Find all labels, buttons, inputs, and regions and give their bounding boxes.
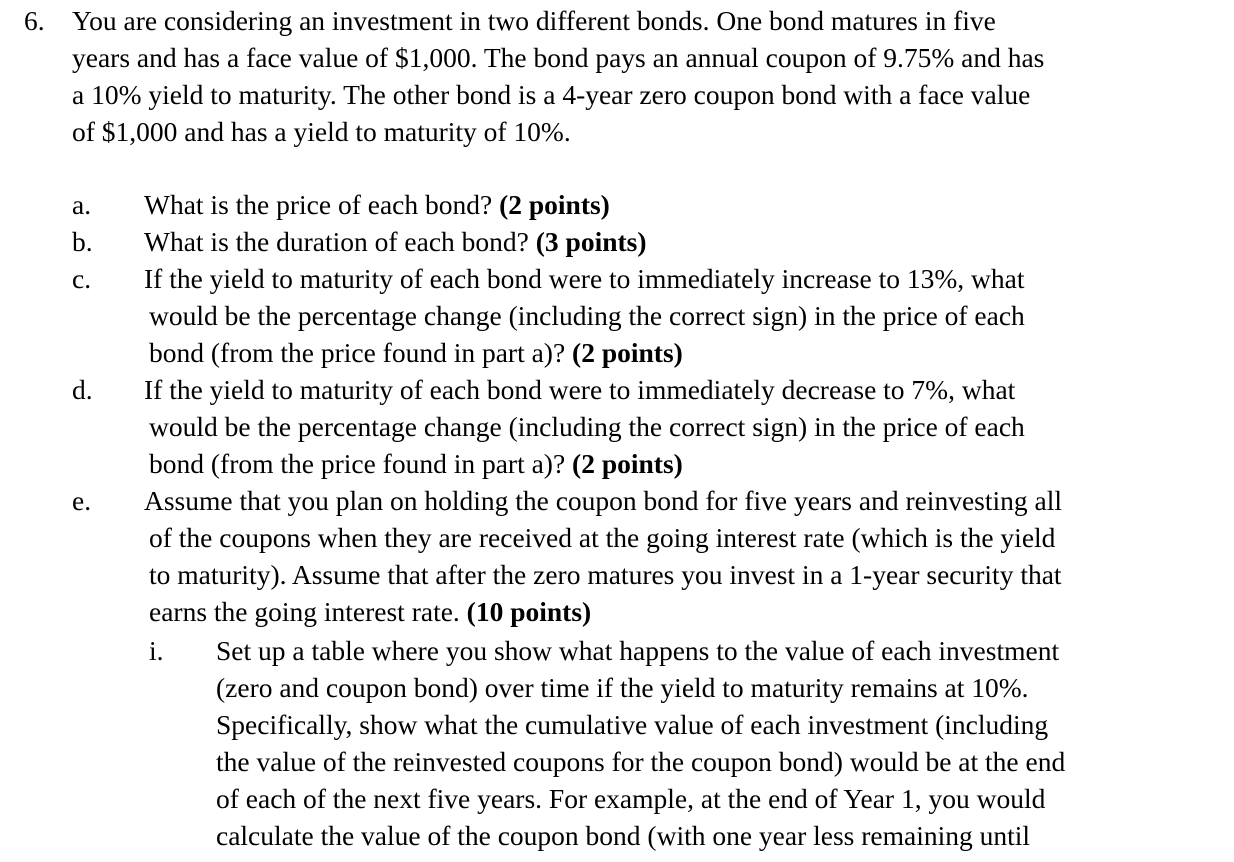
subpart-i-line: Set up a table where you show what happens to the value of each investment: [216, 635, 1060, 666]
part-c-line: [149, 334, 683, 371]
part-c-line: If the yield to maturity of each bond were to immediately increase to 13%, what: [144, 263, 1025, 294]
subpart-i-line: of each of the next five years. For example, at the end of Year 1, you would: [216, 783, 1046, 814]
intro-line: You are considering an investment in two different bonds. One bond matures in five: [72, 5, 996, 36]
part-b-text: [144, 223, 647, 260]
subpart-i-line: (zero and coupon bond) over time if the yield to maturity remains at 10%.: [216, 672, 1029, 703]
subpart-i-line: Specifically, show what the cumulative value of each investment (including: [216, 709, 1049, 740]
part-e-question-end: earns the going interest rate.: [149, 596, 467, 627]
part-d-points: (2 points): [572, 448, 683, 479]
part-b-question: What is the duration of each bond?: [144, 226, 536, 257]
intro-line: years and has a face value of $1,000. The bond pays an annual coupon of 9.75% and has: [72, 42, 1045, 73]
part-a-text: [144, 186, 610, 223]
subpart-i-line: the value of the reinvested coupons for the coupon bond) would be at the end: [216, 746, 1066, 777]
part-b-points: (3 points): [535, 226, 647, 257]
subpart-i-label: i.: [149, 635, 164, 666]
part-d-line: [149, 445, 683, 482]
part-d-line: would be the percentage change (including the correct sign) in the price of each: [149, 411, 1025, 442]
part-a-points: (2 points): [499, 189, 610, 220]
part-e-label: e.: [72, 485, 92, 516]
part-a-question: What is the price of each bond?: [144, 189, 500, 220]
part-e-line: to maturity). Assume that after the zero matures you invest in a 1-year security that: [149, 559, 1062, 590]
part-e-line: [149, 593, 591, 630]
intro-line: a 10% yield to maturity. The other bond is a 4-year zero coupon bond with a face value: [72, 79, 1031, 110]
part-c-points: (2 points): [572, 337, 683, 368]
part-e-line: of the coupons when they are received at the going interest rate (which is the yield: [149, 522, 1056, 553]
part-a-label: a.: [72, 189, 92, 220]
question-number: 6.: [24, 5, 45, 36]
intro-line: of $1,000 and has a yield to maturity of 10%.: [72, 116, 571, 147]
part-c-question-end: bond (from the price found in part a)?: [149, 337, 573, 368]
part-c-line: would be the percentage change (including the correct sign) in the price of each: [149, 300, 1025, 331]
part-d-question-end: bond (from the price found in part a)?: [149, 448, 573, 479]
part-e-points: (10 points): [466, 596, 592, 627]
part-c-label: c.: [72, 263, 92, 294]
part-d-line: If the yield to maturity of each bond were to immediately decrease to 7%, what: [144, 374, 1016, 405]
part-b-label: b.: [72, 226, 93, 257]
part-e-line: Assume that you plan on holding the coupon bond for five years and reinvesting all: [144, 485, 1063, 516]
part-d-label: d.: [72, 374, 93, 405]
subpart-i-line: calculate the value of the coupon bond (with one year less remaining until: [216, 820, 1031, 851]
